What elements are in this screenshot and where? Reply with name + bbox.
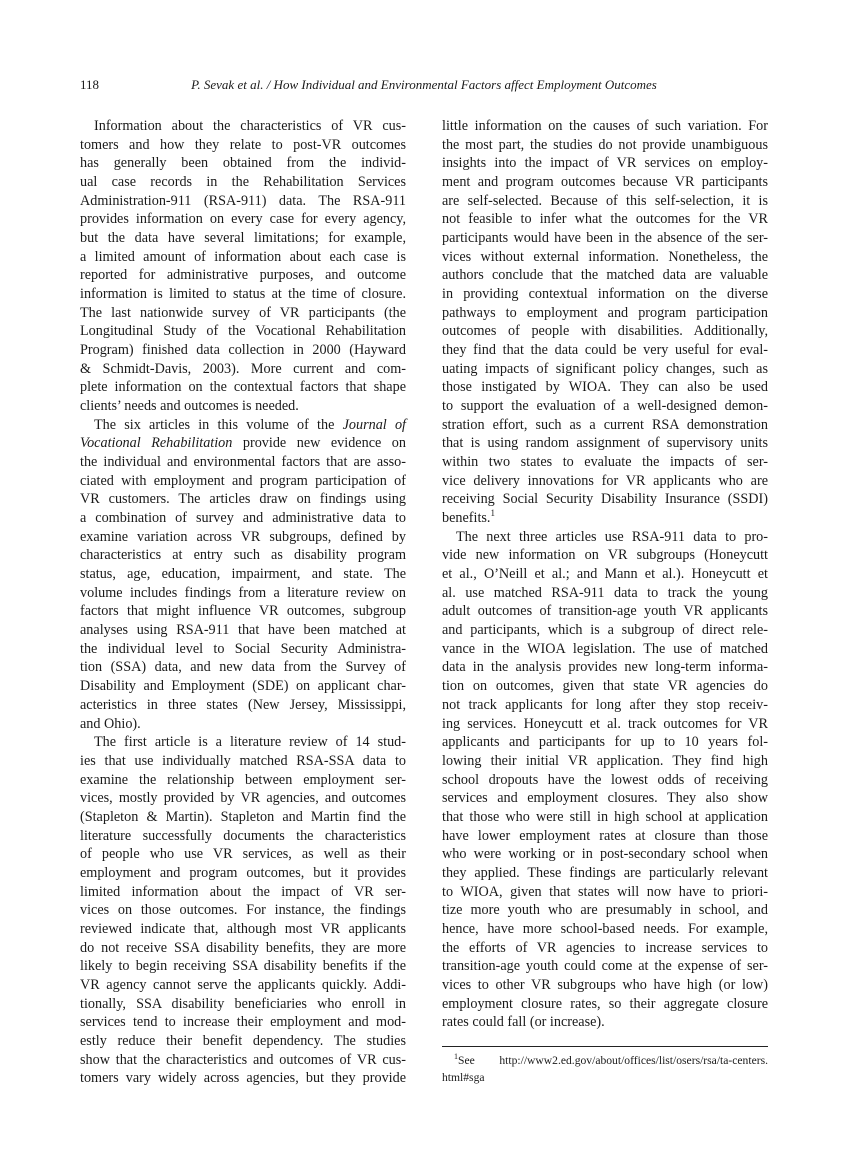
text-line: [80, 976, 406, 995]
text-line: [442, 827, 768, 846]
line-text: show that the characteristics and outcomes of VR cus-: [80, 1051, 406, 1068]
text-line: [80, 733, 406, 752]
text-line: [80, 434, 406, 453]
line-text: tion (SSA) data, and new data from the Survey of: [80, 659, 406, 676]
line-text: reported for administrative purposes, and outcome: [80, 267, 406, 284]
line-text: examine variation across VR subgroups, defined by: [80, 528, 406, 545]
text-line: [442, 845, 768, 864]
line-text: authors conclude that the matched data are valuable: [442, 267, 768, 284]
text-line: [442, 565, 768, 584]
line-text: not feasible to infer what the outcomes for the VR: [442, 211, 768, 228]
line-text: ies that use individually matched RSA-SSA data to: [80, 752, 406, 769]
line-text: lowing their initial VR application. They find high: [442, 752, 768, 769]
text-line: [442, 434, 768, 453]
line-text: vices on those outcomes. For instance, the findings: [80, 902, 406, 919]
text-line: [442, 360, 768, 379]
text-line: [442, 602, 768, 621]
text-line: [442, 210, 768, 229]
right-column: [442, 117, 768, 1032]
text-line: [80, 1051, 406, 1070]
text-line: [80, 285, 406, 304]
line-text: pathways to employment and program participation: [442, 304, 768, 321]
text-line: [80, 229, 406, 248]
running-title: P. Sevak et al. / How Individual and Environmental Factors affect Employment Outcomes: [191, 77, 657, 92]
footnote-line: [442, 1052, 768, 1069]
line-text: acteristics in three states (New Jersey, Mississippi,: [80, 696, 406, 713]
line-text: within two states to evaluate the impacts of ser-: [442, 454, 768, 471]
line-text: The last nationwide survey of VR participants (the: [80, 304, 406, 321]
line-text: benefits.: [442, 510, 491, 527]
line-text: tomers vary widely across agencies, but they provide: [80, 1070, 406, 1087]
line-text: and Ohio).: [80, 715, 141, 732]
text-line: [80, 397, 406, 416]
footnote-marker: 1: [454, 1052, 458, 1061]
line-text: vices, mostly provided by VR agencies, and outcomes: [80, 790, 406, 807]
line-text: ing services. Honeycutt et al. track outcomes for VR: [442, 715, 768, 732]
line-text: those instigated by WIOA. They can also be used: [442, 379, 768, 396]
text-line: [80, 864, 406, 883]
line-text: examine the relationship between employment ser-: [80, 771, 406, 788]
text-line: [80, 845, 406, 864]
line-text: Information about the characteristics of VR cus-: [94, 118, 406, 134]
text-line: [442, 584, 768, 603]
line-text: stration effort, such as a current RSA demonstration: [442, 416, 768, 433]
text-line: [442, 248, 768, 267]
text-line: [80, 771, 406, 790]
line-text: a combination of survey and administrative data to: [80, 510, 406, 527]
line-text: tion on outcomes, given that state VR agencies do: [442, 678, 768, 695]
line-text: the individual level to Social Security Administra-: [80, 640, 406, 657]
line-text: to support the evaluation of a well-designed demon-: [442, 398, 768, 415]
line-text: vices to other VR subgroups who have high (or low): [442, 976, 768, 993]
text-line: [80, 640, 406, 659]
text-line: [442, 416, 768, 435]
line-text: vice delivery innovations for VR applicants who are: [442, 472, 768, 489]
footnote-link-continued[interactable]: html#sga: [442, 1071, 485, 1084]
line-text: characteristics at entry such as disability program: [80, 547, 406, 564]
line-text: et al., O’Neill et al.; and Mann et al.). Honeycutt et: [442, 566, 768, 583]
line-text: (Stapleton & Martin). Stapleton and Martin find the: [80, 808, 406, 825]
text-line: [442, 378, 768, 397]
text-line: [80, 901, 406, 920]
text-line: [80, 789, 406, 808]
line-text: adult outcomes of transition-age youth VR applicants: [442, 603, 768, 620]
line-text: are self-selected. Because of this self-selection, it is: [442, 192, 768, 209]
text-line: [80, 360, 406, 379]
text-line: [442, 939, 768, 958]
footnote-divider: [442, 1046, 768, 1047]
text-line: [80, 322, 406, 341]
text-line: [442, 752, 768, 771]
text-line: [442, 490, 768, 509]
line-text: vance in the WIOA legislation. The use of matched: [442, 640, 768, 657]
text-line: [442, 192, 768, 211]
footnote: [442, 1052, 768, 1086]
line-text: receiving Social Security Disability Insurance (SSDI): [442, 491, 768, 508]
line-text: and participants, which is a subgroup of direct rele-: [442, 622, 768, 639]
text-line: [80, 808, 406, 827]
line-text: reviewed indicate that, although most VR applicants: [80, 920, 406, 937]
text-line: [80, 621, 406, 640]
line-text: analyses using RSA-911 that have been matched at: [80, 622, 406, 639]
text-line: [80, 266, 406, 285]
line-text: literature successfully documents the characteristics: [80, 827, 406, 844]
line-text: the efforts of VR agencies to increase services to: [442, 939, 768, 956]
line-text: VR agency cannot serve the applicants quickly. Addi-: [80, 976, 406, 993]
line-text: hence, have more school-based needs. For example,: [442, 920, 768, 937]
line-text: of people who use VR services, as well as their: [80, 846, 406, 863]
line-text: al. use matched RSA-911 data to track the young: [442, 584, 768, 601]
line-text: vide new information on VR subgroups (Honeycutt: [442, 547, 768, 564]
line-text: tomers and how they relate to post-VR outcomes: [80, 136, 406, 153]
text-line: [80, 957, 406, 976]
line-text: school dropouts have the lowest odds of receiving: [442, 771, 768, 788]
text-line: [442, 677, 768, 696]
line-text: VR customers. The articles draw on findings using: [80, 491, 406, 508]
line-text: transition-age youth could come at the expense of ser-: [442, 958, 768, 975]
text-line: [442, 472, 768, 491]
line-text: participants would have been in the absence of the ser-: [442, 230, 768, 247]
text-line: [80, 173, 406, 192]
line-text: status, age, education, impairment, and state. The: [80, 566, 406, 583]
text-line: [80, 920, 406, 939]
line-text: applicants and participants for up to 10 years fol-: [442, 734, 768, 751]
line-text: estly reduce their benefit dependency. The studies: [80, 1032, 406, 1049]
line-text: provide new evidence on: [232, 435, 406, 452]
text-line: [80, 995, 406, 1014]
line-text: limited information about the impact of VR ser-: [80, 883, 406, 900]
text-line: [442, 154, 768, 173]
line-text: has generally been obtained from the individ-: [80, 155, 406, 172]
italic-title: Vocational Rehabilitation: [80, 435, 233, 452]
text-line: [442, 640, 768, 659]
line-text: the most part, the studies do not provide unambiguous: [442, 136, 768, 153]
text-line: [80, 1069, 406, 1088]
text-line: [442, 341, 768, 360]
line-text: likely to begin receiving SSA disability benefits if the: [80, 958, 406, 975]
text-line: [442, 920, 768, 939]
text-line: [442, 658, 768, 677]
line-text: but the data have several limitations; for example,: [80, 230, 406, 247]
text-line: [80, 1013, 406, 1032]
line-text: plete information on the contextual factors that shape: [80, 379, 406, 396]
text-line: [80, 154, 406, 173]
text-line: [80, 528, 406, 547]
line-text: data in the analysis provides new long-term informa-: [442, 659, 768, 676]
footnote-line: [442, 1069, 768, 1086]
text-line: [442, 528, 768, 547]
text-line: [442, 864, 768, 883]
text-line: [442, 453, 768, 472]
line-text: & Schmidt-Davis, 2003). More current and com-: [80, 360, 406, 377]
text-line: [80, 416, 406, 435]
text-line: [442, 733, 768, 752]
text-line: [442, 621, 768, 640]
line-text: rates could fall (or increase).: [442, 1014, 605, 1031]
line-text: The six articles in this volume of the: [94, 416, 343, 433]
text-line: [442, 117, 768, 136]
footnote-link[interactable]: See http://www2.ed.gov/about/offices/list/osers/rsa/ta-centers.: [458, 1054, 768, 1067]
text-line: [80, 453, 406, 472]
text-line: [80, 472, 406, 491]
text-line: [442, 957, 768, 976]
text-line: [80, 248, 406, 267]
line-text: tionally, SSA disability beneficiaries who enroll in: [80, 995, 406, 1012]
text-line: [80, 490, 406, 509]
text-line: [80, 658, 406, 677]
line-text: factors that might influence VR outcomes, subgroup: [80, 603, 406, 620]
line-text: insights into the impact of VR services on employ-: [442, 155, 768, 172]
left-column: [80, 117, 406, 1088]
text-line: [80, 192, 406, 211]
text-line: [80, 1032, 406, 1051]
line-text: Program) finished data collection in 2000 (Hayward: [80, 342, 406, 359]
line-text: employment closure rates, so their aggregate closure: [442, 995, 768, 1012]
text-line: [80, 341, 406, 360]
line-text: volume includes findings from a literature review on: [80, 584, 406, 601]
line-text: provides information on every case for every agency,: [80, 211, 406, 228]
text-line: [80, 136, 406, 155]
text-line: [80, 565, 406, 584]
text-line: [442, 901, 768, 920]
text-line: [442, 173, 768, 192]
line-text: a limited amount of information about each case is: [80, 248, 406, 265]
text-line: [80, 378, 406, 397]
text-line: [80, 715, 406, 734]
text-line: [442, 397, 768, 416]
text-line: [442, 995, 768, 1014]
text-line: [442, 136, 768, 155]
text-line: [442, 976, 768, 995]
text-line: [80, 117, 406, 136]
text-line: [80, 509, 406, 528]
text-line: [442, 509, 768, 528]
line-text: Administration-911 (RSA-911) data. The RSA-911: [80, 192, 406, 209]
text-line: [80, 696, 406, 715]
text-line: [442, 266, 768, 285]
page-number: 118: [80, 77, 100, 92]
line-text: they applied. These findings are particularly relevant: [442, 864, 768, 881]
text-line: [80, 602, 406, 621]
text-line: [442, 304, 768, 323]
text-line: [80, 883, 406, 902]
line-text: outcomes of people with disabilities. Additionally,: [442, 323, 768, 340]
text-line: [442, 696, 768, 715]
line-text: ual case records in the Rehabilitation Services: [80, 174, 406, 191]
text-line: [442, 789, 768, 808]
line-text: have lower employment rates at closure than those: [442, 827, 768, 844]
line-text: to WIOA, given that states will now have to priori-: [442, 883, 768, 900]
line-text: the individual and environmental factors that are asso-: [80, 454, 406, 471]
line-text: ciated with employment and program participation of: [80, 472, 406, 489]
text-line: [442, 285, 768, 304]
line-text: do not receive SSA disability benefits, they are more: [80, 939, 406, 956]
line-text: employment and program outcomes, but it provides: [80, 864, 406, 881]
text-line: [442, 229, 768, 248]
text-line: [442, 322, 768, 341]
line-text: who were working or in post-secondary school when: [442, 846, 768, 863]
line-text: not track applicants for long after they stop receiv-: [442, 696, 768, 713]
text-line: [80, 584, 406, 603]
line-text: uating impacts of significant policy changes, such as: [442, 360, 768, 377]
line-text: Disability and Employment (SDE) on applicant char-: [80, 678, 406, 695]
text-line: [80, 546, 406, 565]
text-line: [442, 771, 768, 790]
text-line: [80, 827, 406, 846]
line-text: that is using random assignment of supervisory units: [442, 435, 768, 452]
text-line: [80, 304, 406, 323]
text-line: [80, 677, 406, 696]
line-text: that those who were still in high school at application: [442, 808, 768, 825]
text-line: [442, 808, 768, 827]
italic-title: Journal of: [342, 416, 407, 433]
text-line: [442, 715, 768, 734]
line-text: tize more youth who are presumably in school, and: [442, 902, 768, 919]
text-line: [442, 883, 768, 902]
text-line: [442, 1013, 768, 1032]
text-line: [80, 210, 406, 229]
line-text: Longitudinal Study of the Vocational Rehabilitation: [80, 323, 406, 340]
line-text: little information on the causes of such variation. For: [442, 118, 768, 134]
line-text: in providing contextual information on the diverse: [442, 286, 768, 303]
line-text: information is limited to status at the time of closure.: [80, 286, 406, 303]
line-text: services tend to increase their employment and mod-: [80, 1014, 406, 1031]
footnote-reference: 1: [490, 508, 495, 519]
text-line: [80, 939, 406, 958]
text-line: [442, 546, 768, 565]
line-text: they find that the data could be very useful for eval-: [442, 342, 768, 359]
line-text: vices without external information. Nonetheless, the: [442, 248, 768, 265]
line-text: The first article is a literature review of 14 stud-: [94, 734, 406, 751]
line-text: clients’ needs and outcomes is needed.: [80, 398, 299, 415]
line-text: ment and program outcomes because VR participants: [442, 174, 768, 191]
line-text: The next three articles use RSA-911 data to pro-: [456, 528, 768, 545]
line-text: services and employment closures. They also show: [442, 790, 768, 807]
text-line: [80, 752, 406, 771]
